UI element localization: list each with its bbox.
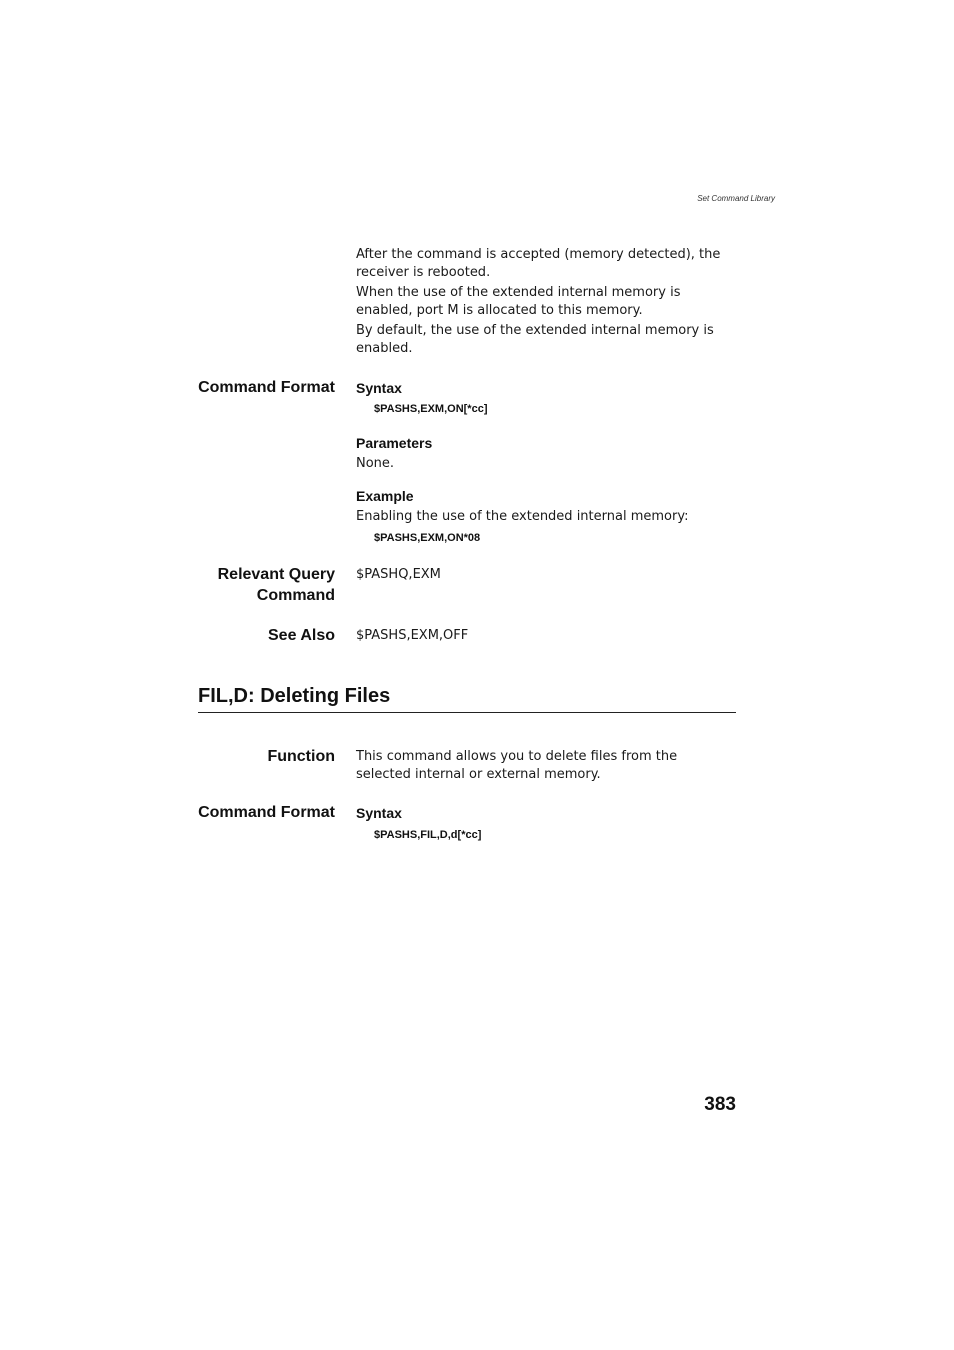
syntax-heading: Syntax [356,380,402,396]
syntax-code: $PASHS,EXM,ON[*cc] [374,403,488,415]
see-also-value: $PASHS,EXM,OFF [356,628,469,643]
example-code: $PASHS,EXM,ON*08 [374,532,481,544]
parameters-text: None. [356,456,395,471]
intro-paragraph-3: By default, the use of the extended internal memory is enabled. [356,323,714,356]
example-heading: Example [356,488,414,504]
relevant-query-value: $PASHQ,EXM [356,567,441,582]
section-divider [198,712,736,713]
function-label: Function [267,748,335,765]
intro-paragraph-2: When the use of the extended internal memory is enabled, port M is allocated to this memory. [356,285,681,318]
parameters-heading: Parameters [356,435,433,451]
command-format-label: Command Format [198,379,335,396]
see-also-label: See Also [268,627,335,644]
section-title: FIL,D: Deleting Files [198,685,391,707]
example-text: Enabling the use of the extended internal memory: [356,509,689,524]
page-number: 383 [704,1094,736,1115]
syntax-heading-fil: Syntax [356,805,402,821]
intro-paragraph-1: After the command is accepted (memory detected), the receiver is rebooted. [356,247,721,280]
syntax-code-fil: $PASHS,FIL,D,d[*cc] [374,829,482,841]
running-header: Set Command Library [697,194,775,203]
relevant-query-label-line1: Relevant Query [217,566,335,583]
relevant-query-label-line2: Command [256,587,335,604]
command-format-label-fil: Command Format [198,804,335,821]
function-text: This command allows you to delete files from the selected internal or external memory. [356,749,678,782]
